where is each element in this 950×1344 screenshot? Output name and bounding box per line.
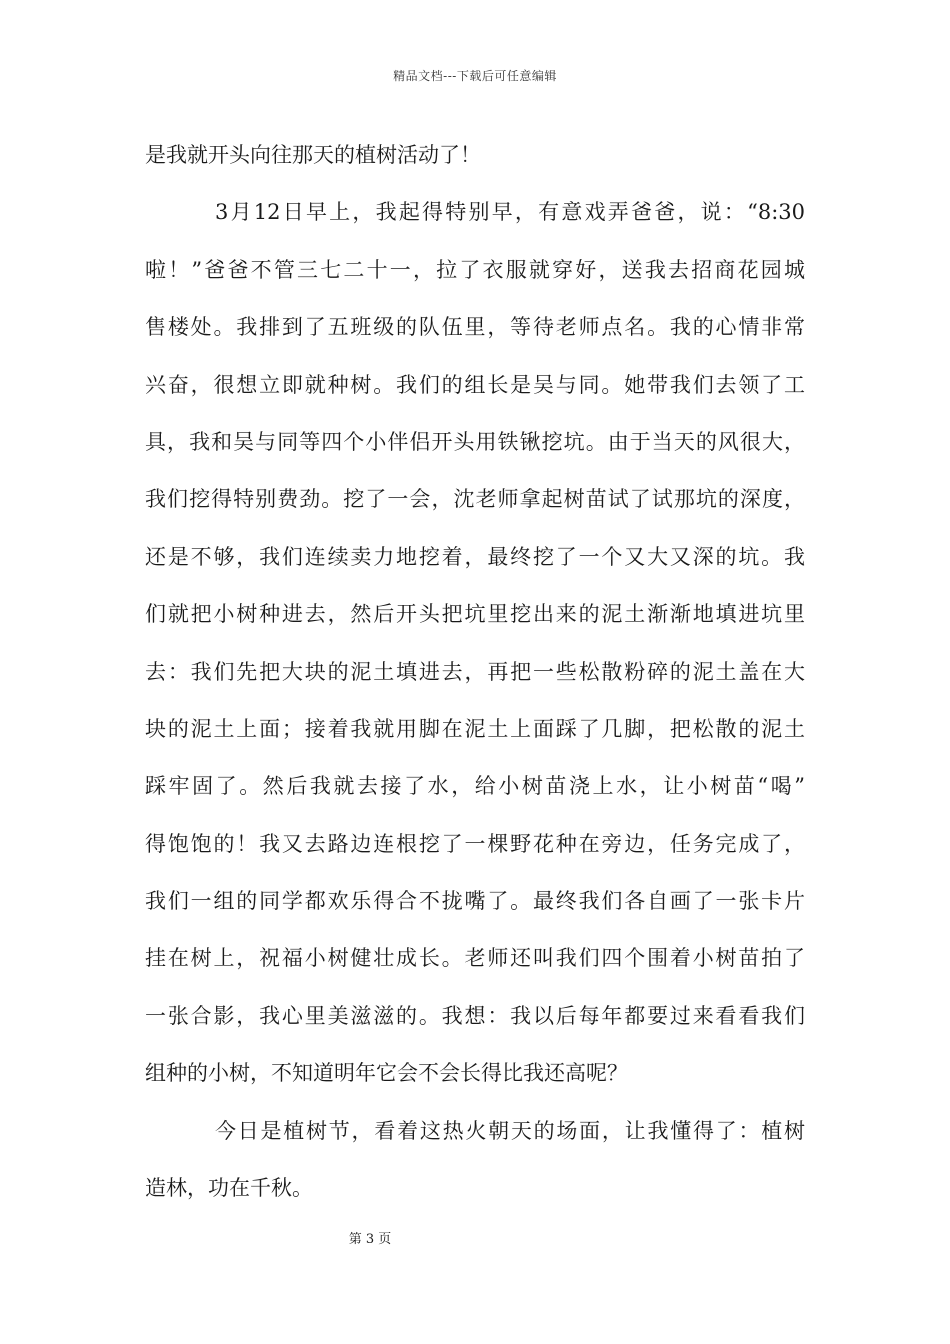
text-line: 挂在树上，祝福小树健壮成长。老师还叫我们四个围着小树苗拍了 bbox=[145, 946, 805, 971]
paragraph bbox=[145, 1103, 805, 1218]
paragraph bbox=[145, 127, 805, 184]
text-line: 啦！”爸爸不管三七二十一，拉了衣服就穿好，送我去招商花园城 bbox=[145, 257, 805, 282]
text-line: 还是不够，我们连续卖力地挖着，最终挖了一个又大又深的坑。我 bbox=[145, 544, 805, 569]
text-line: 兴奋，很想立即就种树。我们的组长是吴与同。她带我们去领了工 bbox=[145, 372, 805, 397]
text-line: 售楼处。我排到了五班级的队伍里，等待老师点名。我的心情非常 bbox=[145, 315, 805, 340]
text-line: 今日是植树节，看着这热火朝天的场面，让我懂得了：植树 bbox=[215, 1118, 805, 1143]
text-line: 们就把小树种进去，然后开头把坑里挖出来的泥土渐渐地填进坑里 bbox=[145, 602, 805, 627]
text-line: 我们一组的同学都欢乐得合不拢嘴了。最终我们各自画了一张卡片 bbox=[145, 889, 805, 914]
text-line: 去：我们先把大块的泥土填进去，再把一些松散粉碎的泥土盖在大 bbox=[145, 659, 805, 684]
page-number: 第 3 页 bbox=[348, 1232, 392, 1247]
text-line: 3月12日早上，我起得特别早，有意戏弄爸爸，说：“8:30 bbox=[215, 200, 805, 225]
text-line: 得饱饱的！我又去路边连根挖了一棵野花种在旁边，任务完成了， bbox=[145, 831, 805, 856]
text-line: 我们挖得特别费劲。挖了一会，沈老师拿起树苗试了试那坑的深度， bbox=[145, 487, 805, 512]
text-line: 造林，功在千秋。 bbox=[145, 1176, 313, 1201]
text-line: 组种的小树，不知道明年它会不会长得比我还高呢？ bbox=[145, 1061, 628, 1086]
text-line: 具，我和吴与同等四个小伴侣开头用铁锹挖坑。由于当天的风很大， bbox=[145, 429, 805, 454]
document-body bbox=[145, 127, 805, 1217]
paragraph bbox=[145, 184, 805, 1102]
page-header: 精品文档---下载后可任意编辑 bbox=[393, 69, 557, 83]
text-line: 一张合影，我心里美滋滋的。我想：我以后每年都要过来看看我们 bbox=[145, 1003, 805, 1028]
text-line: 块的泥土上面；接着我就用脚在泥土上面踩了几脚，把松散的泥土 bbox=[145, 716, 805, 741]
text-line: 是我就开头向往那天的植树活动了！ bbox=[145, 143, 481, 167]
text-line: 踩牢固了。然后我就去接了水，给小树苗浇上水，让小树苗“喝” bbox=[145, 774, 805, 799]
